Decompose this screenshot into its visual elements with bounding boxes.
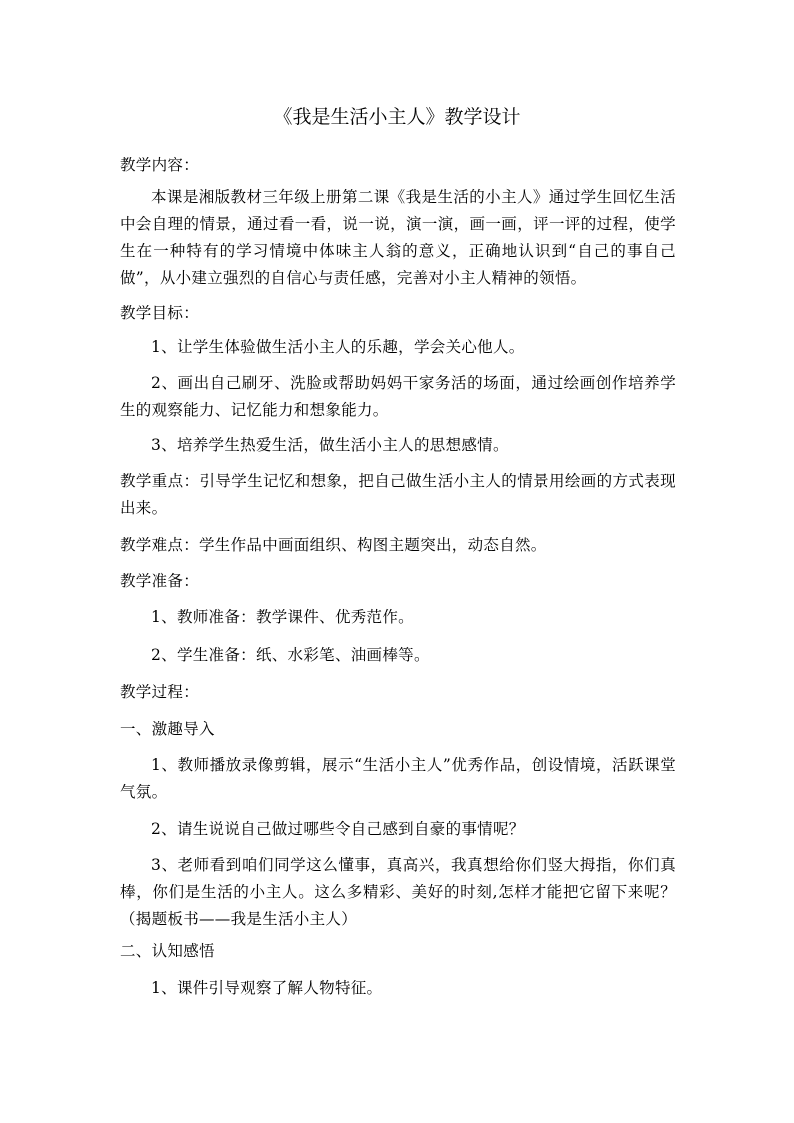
section1-item-3: 3、老师看到咱们同学这么懂事，真高兴，我真想给你们竖大拇指，你们真棒，你们是生活的小主人。这么多精彩、美好的时刻,怎样才能把它留下来呢？（揭题板书——我是生活小主人）: [120, 856, 676, 928]
prep-item-2: 2、学生准备：纸、水彩笔、油画棒等。: [151, 646, 430, 664]
prep-item-1: 1、教师准备：教学课件、优秀范作。: [151, 608, 414, 626]
goal-item-3: 3、培养学生热爱生活，做生活小主人的思想感情。: [151, 436, 509, 454]
section1-item-2: 2、请生说说自己做过哪些令自己感到自豪的事情呢？: [151, 820, 525, 838]
goal-item-2: 2、画出自己刷牙、洗脸或帮助妈妈干家务活的场面，通过绘画创作培养学生的观察能力、记忆能力和想象能力。: [120, 374, 676, 419]
key-point: 教学重点：引导学生记忆和想象，把自己做生活小主人的情景用绘画的方式表现出来。: [120, 472, 676, 517]
section2-item-1: 1、课件引导观察了解人物特征。: [151, 979, 383, 997]
content-heading: 教学内容：: [120, 156, 200, 174]
difficulty: 教学难点：学生作品中画面组织、构图主题突出，动态自然。: [120, 536, 547, 554]
goal-item-1: 1、让学生体验做生活小主人的乐趣，学会关心他人。: [151, 338, 525, 356]
prep-heading: 教学准备：: [120, 572, 200, 590]
section1-heading: 一、激趣导入: [120, 720, 215, 738]
process-heading: 教学过程：: [120, 683, 200, 701]
content-body: 本课是湘版教材三年级上册第二课《我是生活的小主人》通过学生回忆生活中会自理的情景，通过看一看，说一说，演一演，画一画，评一评的过程，使学生在一种特有的学习情境中体味主人翁的意义，正确地认识到“自己的事自己做”，从小建立强烈的自信心与责任感，完善对小主人精神的领悟。: [120, 188, 676, 287]
section1-item-1: 1、教师播放录像剪辑，展示“生活小主人”优秀作品，创设情境，活跃课堂气氛。: [120, 756, 676, 801]
document-title: 《我是生活小主人》教学设计: [273, 106, 521, 128]
goals-heading: 教学目标：: [120, 304, 200, 322]
section2-heading: 二、认知感悟: [120, 942, 215, 960]
